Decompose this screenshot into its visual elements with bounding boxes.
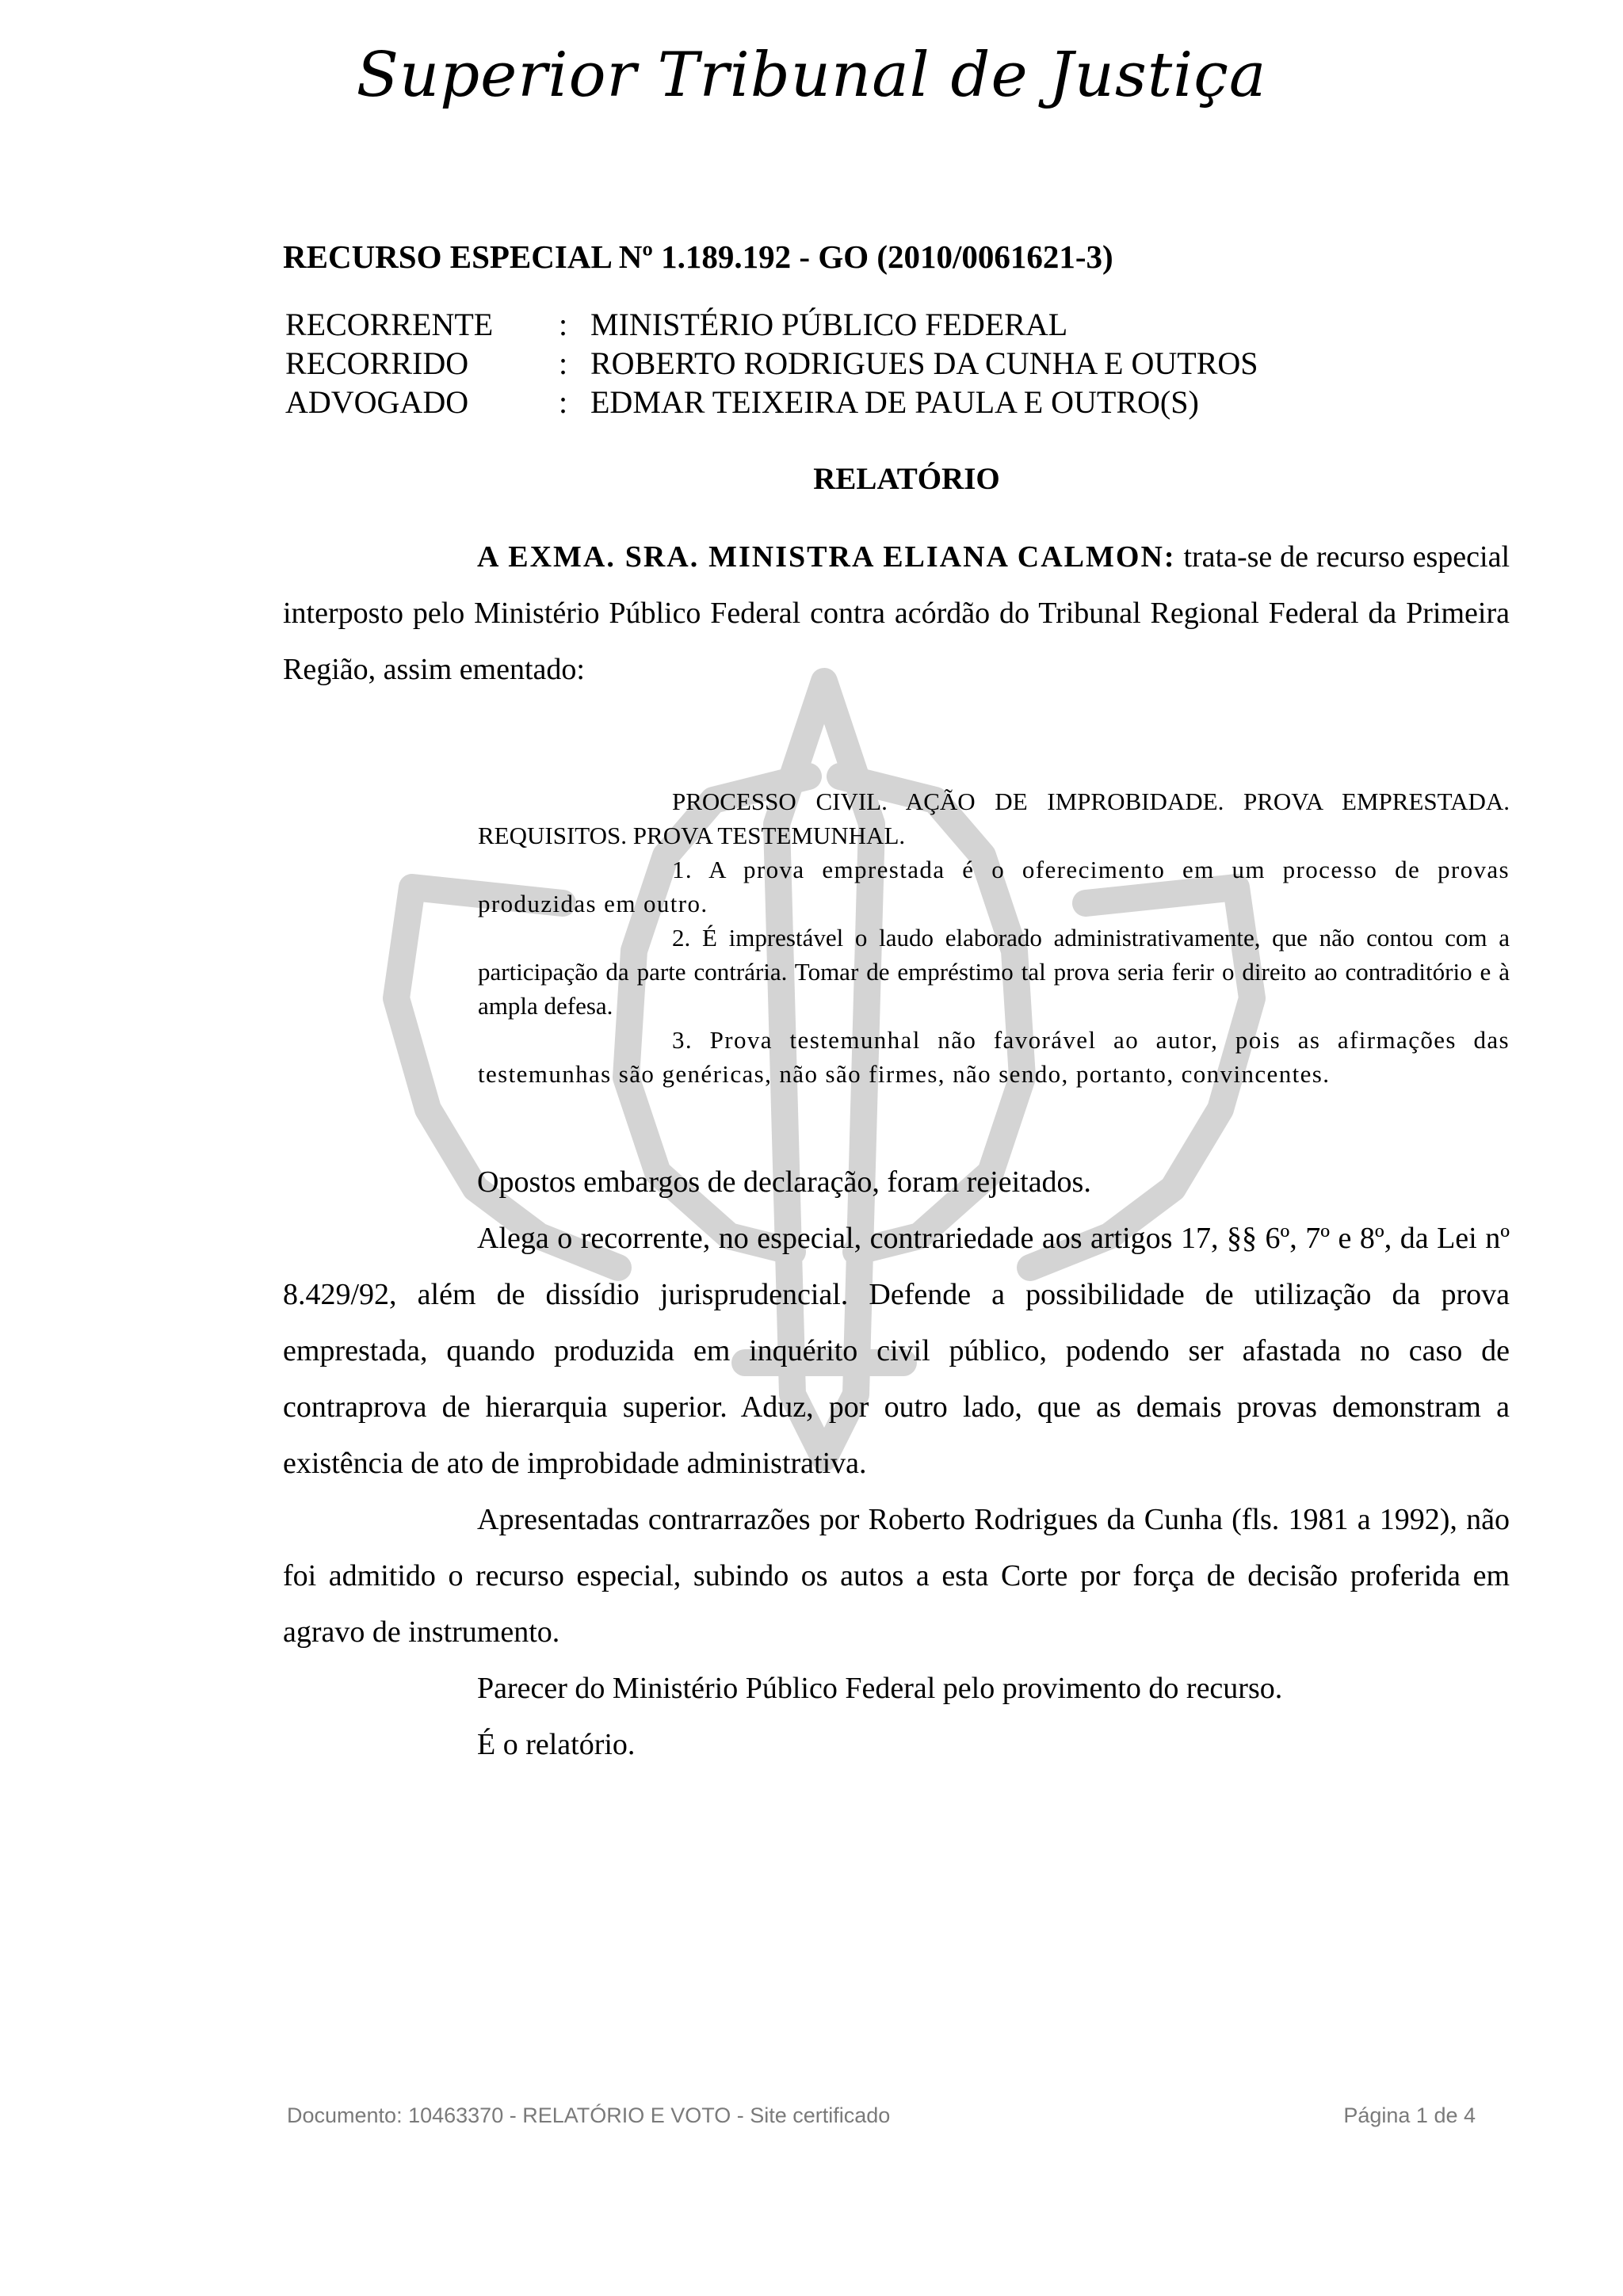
intro-text: trata-se de recurso especial interposto pelo Ministério Público Federal contra acórdão do Tribunal Regional Federal da Primeira Região, assim ementado: xyxy=(283,540,1510,686)
party-separator: : xyxy=(559,384,568,420)
party-separator: : xyxy=(559,307,568,342)
party-role: ADVOGADO xyxy=(285,384,469,420)
ementa-item: 3. Prova testemunhal não favorável ao autor, pois as afirmações das testemunhas são genéricas, não são firmes, não sendo, portanto, convincentes. xyxy=(478,1026,1510,1088)
ementa-block xyxy=(478,784,1510,1091)
party-separator: : xyxy=(559,345,568,381)
alega-paragraph: Alega o recorrente, no especial, contrariedade aos artigos 17, §§ 6º, 7º e 8º, da Lei nº 8.429/92, além de dissídio jurisprudencial. Defende a possibilidade de utilização da prova emprestada, quando produzida em inquérito civil público, podendo ser afastada no caso de contraprova de hierarquia superior. Aduz, por outro lado, que as demais provas demonstram a existência de ato de improbidade administrativa. xyxy=(283,1222,1510,1480)
party-row-recorrido xyxy=(285,344,1258,383)
party-role: RECORRENTE xyxy=(285,307,494,342)
ementa-item: 1. A prova emprestada é o oferecimento em um processo de provas produzidas em outro. xyxy=(478,856,1510,917)
footer-document-info: Documento: 10463370 - RELATÓRIO E VOTO - Site certificado xyxy=(287,2103,891,2127)
minister-name: A EXMA. SRA. MINISTRA ELIANA CALMON: xyxy=(477,540,1176,574)
case-title: RECURSO ESPECIAL Nº 1.189.192 - GO (2010/0061621-3) xyxy=(283,238,1113,275)
court-header: Superior Tribunal de Justiça xyxy=(356,40,1267,111)
ementa-item: 2. É imprestável o laudo elaborado administrativamente, que não contou com a participação da parte contrária. Tomar de empréstimo tal prova seria ferir o direito ao contraditório e à ampla defesa. xyxy=(478,924,1510,1020)
party-name: MINISTÉRIO PÚBLICO FEDERAL xyxy=(590,307,1068,342)
ementa-heading: PROCESSO CIVIL. AÇÃO DE IMPROBIDADE. PROVA EMPRESTADA. REQUISITOS. PROVA TESTEMUNHAL. xyxy=(478,788,1510,849)
contrarrazoes-paragraph: Apresentadas contrarrazões por Roberto Rodrigues da Cunha (fls. 1981 a 1992), não foi admitido o recurso especial, subindo os autos a esta Corte por força de decisão proferida em agravo de instrumento. xyxy=(283,1503,1510,1649)
embargos-paragraph: Opostos embargos de declaração, foram rejeitados. xyxy=(477,1165,1091,1199)
party-role: RECORRIDO xyxy=(285,345,469,381)
party-row-recorrente xyxy=(285,305,1258,344)
party-name: ROBERTO RODRIGUES DA CUNHA E OUTROS xyxy=(590,345,1258,381)
footer-page-number: Página 1 de 4 xyxy=(1343,2103,1476,2127)
parties-list xyxy=(285,305,1258,421)
page-footer xyxy=(287,2103,1476,2128)
parecer-paragraph: Parecer do Ministério Público Federal pelo provimento do recurso. xyxy=(477,1672,1283,1705)
party-name: EDMAR TEIXEIRA DE PAULA E OUTRO(S) xyxy=(590,384,1199,420)
intro-paragraph xyxy=(283,529,1510,698)
closing-paragraph: É o relatório. xyxy=(477,1728,636,1761)
report-title: RELATÓRIO xyxy=(813,462,1000,496)
party-row-advogado xyxy=(285,383,1258,421)
